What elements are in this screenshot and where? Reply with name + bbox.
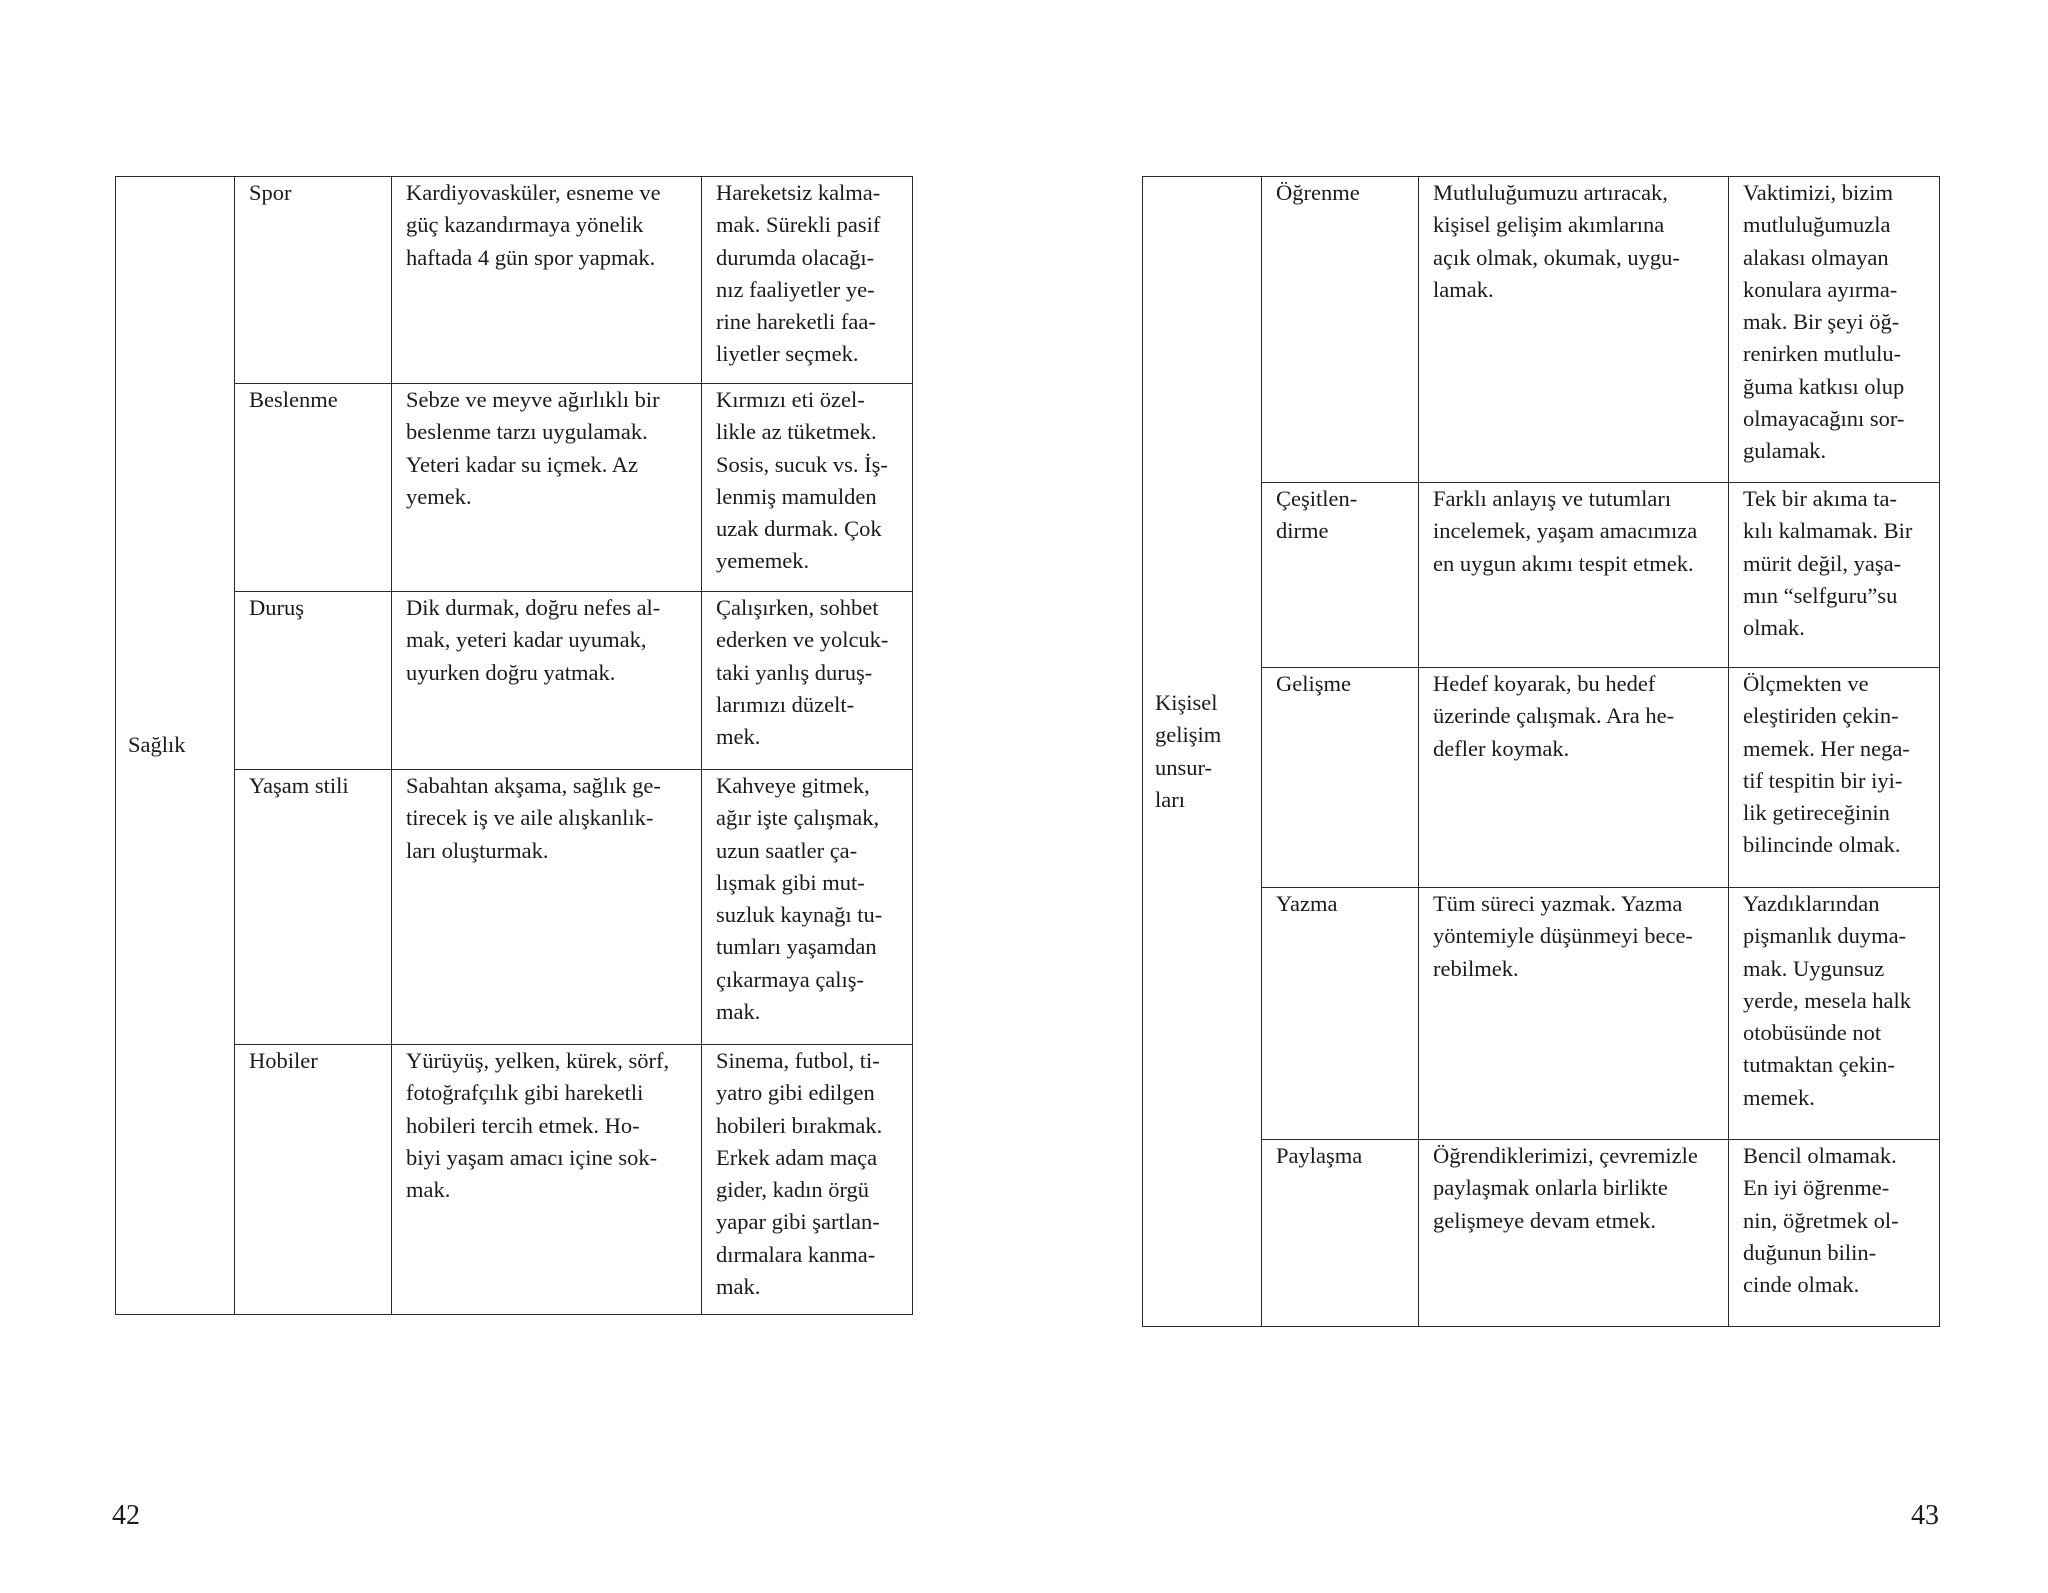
topic-cell: Duruş (235, 592, 392, 770)
topic-cell: Yazma (1262, 888, 1419, 1140)
page-number: 42 (112, 1500, 140, 1531)
avoid-cell: Kırmızı eti özel- likle az tüketmek. Sosis, sucuk vs. İş- lenmiş mamulden uzak durmak. Çok yememek. (702, 384, 913, 592)
avoid-cell: Sinema, futbol, ti- yatro gibi edilgen hobileri bırakmak. Erkek adam maça gider, kadın örgü yapar gibi şartlan- dırmalara kanma- mak. (702, 1045, 913, 1315)
topic-cell: Paylaşma (1262, 1140, 1419, 1327)
do-cell: Farklı anlayış ve tutumları incelemek, yaşam amacımıza en uygun akımı tespit etmek. (1419, 483, 1729, 668)
do-cell: Tüm süreci yazmak. Yazma yöntemiyle düşünmeyi bece- rebilmek. (1419, 888, 1729, 1140)
topic-cell: Öğrenme (1262, 177, 1419, 483)
avoid-cell: Hareketsiz kalma- mak. Sürekli pasif durumda olacağı- nız faaliyetler ye- rine hareketli faa- liyetler seçmek. (702, 177, 913, 384)
avoid-cell: Çalışırken, sohbet ederken ve yolcuk- taki yanlış duruş- larımızı düzelt- mek. (702, 592, 913, 770)
avoid-cell: Yazdıklarından pişmanlık duyma- mak. Uygunsuz yerde, mesela halk otobüsünde not tutmaktan çekin- memek. (1729, 888, 1940, 1140)
do-cell: Dik durmak, doğru nefes al- mak, yeteri kadar uyumak, uyurken doğru yatmak. (392, 592, 702, 770)
do-cell: Öğrendiklerimizi, çevremizle paylaşmak onlarla birlikte gelişmeye devam etmek. (1419, 1140, 1729, 1327)
do-cell: Yürüyüş, yelken, kürek, sörf, fotoğrafçılık gibi hareketli hobileri tercih etmek. Ho- biyi yaşam amacı içine sok- mak. (392, 1045, 702, 1315)
table-row (1143, 888, 1940, 1140)
category-cell: Sağlık (116, 177, 235, 1315)
do-cell: Hedef koyarak, bu hedef üzerinde çalışmak. Ara he- defler koymak. (1419, 668, 1729, 888)
personal-development-table (1142, 176, 1940, 1327)
table-row (1143, 483, 1940, 668)
health-table (115, 176, 913, 1315)
do-cell: Sebze ve meyve ağırlıklı bir beslenme tarzı uygulamak. Yeteri kadar su içmek. Az yemek. (392, 384, 702, 592)
avoid-cell: Ölçmekten ve eleştiriden çekin- memek. Her nega- tif tespitin bir iyi- lik getireceğinin bilincinde olmak. (1729, 668, 1940, 888)
table-row (116, 592, 913, 770)
table-row (1143, 1140, 1940, 1327)
category-cell: Kişisel gelişim unsur- ları (1143, 177, 1262, 1327)
page-number: 43 (1911, 1500, 1939, 1531)
avoid-cell: Tek bir akıma ta- kılı kalmamak. Bir mürit değil, yaşa- mın “selfguru”su olmak. (1729, 483, 1940, 668)
topic-cell: Çeşitlen- dirme (1262, 483, 1419, 668)
table-row (116, 1045, 913, 1315)
topic-cell: Beslenme (235, 384, 392, 592)
avoid-cell: Vaktimizi, bizim mutluluğumuzla alakası olmayan konulara ayırma- mak. Bir şeyi öğ- renirken mutlulu- ğuma katkısı olup olmayacağını sor- gulamak. (1729, 177, 1940, 483)
right-page (1024, 0, 2048, 1593)
avoid-cell: Bencil olmamak. En iyi öğrenme- nin, öğretmek ol- duğunun bilin- cinde olmak. (1729, 1140, 1940, 1327)
avoid-cell: Kahveye gitmek, ağır işte çalışmak, uzun saatler ça- lışmak gibi mut- suzluk kaynağı tu- tumları yaşamdan çıkarmaya çalış- mak. (702, 770, 913, 1045)
topic-cell: Gelişme (1262, 668, 1419, 888)
table-row (116, 177, 913, 384)
table-row (1143, 177, 1940, 483)
table-row (116, 384, 913, 592)
topic-cell: Hobiler (235, 1045, 392, 1315)
table-row (116, 770, 913, 1045)
do-cell: Sabahtan akşama, sağlık ge- tirecek iş ve aile alışkanlık- ları oluşturmak. (392, 770, 702, 1045)
topic-cell: Spor (235, 177, 392, 384)
do-cell: Mutluluğumuzu artıracak, kişisel gelişim akımlarına açık olmak, okumak, uygu- lamak. (1419, 177, 1729, 483)
table-row (1143, 668, 1940, 888)
do-cell: Kardiyovasküler, esneme ve güç kazandırmaya yönelik haftada 4 gün spor yapmak. (392, 177, 702, 384)
topic-cell: Yaşam stili (235, 770, 392, 1045)
